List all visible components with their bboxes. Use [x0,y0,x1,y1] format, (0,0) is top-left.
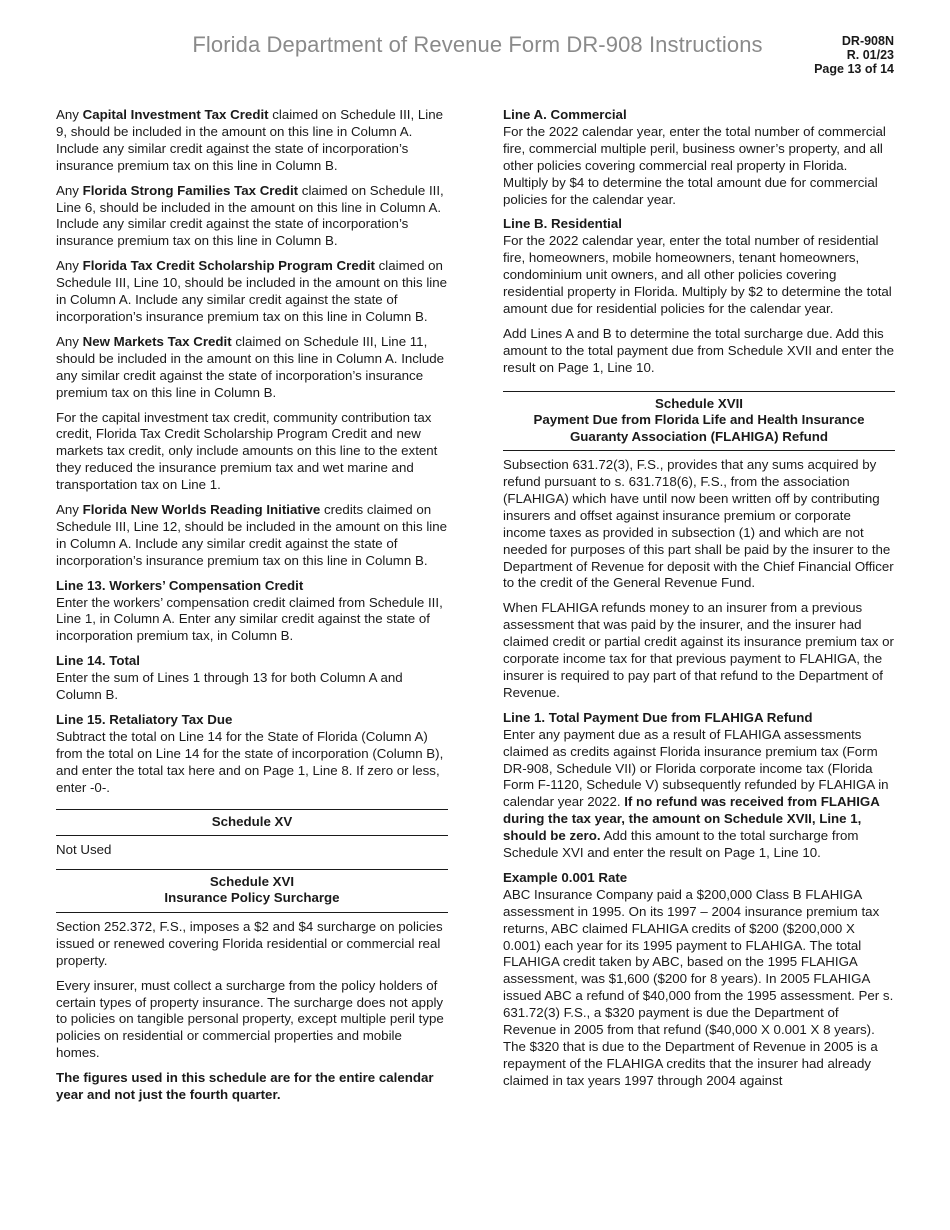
paragraph-new-worlds-reading: Any Florida New Worlds Reading Initiative credits claimed on Schedule III, Line 12, should be included in the amount on this line in Column A. Include any similar credit against the state of incorporation’s insurance premium tax on this line in Column B. [56,502,448,568]
line-a-section: Line A. Commercial For the 2022 calendar year, enter the total number of commercial fire, commercial multiple peril, business owner’s property, and all other policies covering commercial real property in Florida. Multiply by $4 to determine the total amount due for commercial policies for the calendar year. [503,107,895,208]
line-15-heading: Line 15. Retaliatory Tax Due [56,712,233,727]
line-b-heading: Line B. Residential [503,216,622,232]
schedule-xvii-paragraph-2: When FLAHIGA refunds money to an insurer from a previous assessment that was paid by the insurer, and the insurer had claimed credit or partial credit against its insurance premium tax or corporate income tax for that previous payment to FLAHIGA, the insurer is required to pay part of that refund to the Department of Revenue. [503,600,894,700]
example-section: Example 0.001 Rate ABC Insurance Company paid a $200,000 Class B FLAHIGA assessment in 1995. On its 1997 – 2004 insurance premium tax returns, ABC claimed FLAHIGA credits of $200 ($200,000 X 0.001) each year for its 1995 payment to FLAHIGA. The total FLAHIGA credit taken by ABC, based on the 1995 FLAHIGA assessment, was $1,600 ($200 for 8 years). In 2005 FLAHIGA issued ABC a refund of $40,000 from the 1995 assessment. Per s. 631.72(3) F.S., a $320 payment is due the Department of Revenue in 2005 from that refund ($40,000 X 0.001 X 8 years). The $320 that is due to the Department of Revenue in 2005 is a repayment of the FLAHIGA credits that the insurer had already claimed in tax years 1997 through 2004 against [503,869,894,1088]
line-13-section: Line 13. Workers’ Compensation Credit Enter the workers’ compensation credit claimed from Schedule III, Line 1, in Column A. Enter any similar credit against the state of incorporation premium tax, in Column B. [56,578,448,646]
left-column [56,107,448,1112]
line-15-section: Line 15. Retaliatory Tax Due Subtract the total on Line 14 for the State of Florida (Column A) from the total on Line 14 for the state of incorporation (Column B), and enter the total tax here and on Page 1, Line 8. If zero or less, enter -0-. [56,712,448,797]
line-14-heading: Line 14. Total [56,653,140,669]
schedule-xvi-paragraph-1: Section 252.372, F.S., imposes a $2 and $4 surcharge on policies issued or renewed covering Florida residential or commercial real property. [56,918,443,968]
schedule-xvii-paragraph-1: Subsection 631.72(3), F.S., provides that any sums acquired by refund pursuant to s. 631.718(6), F.S., from the association (FLAHIGA) which have until now been written off by contributing insurers and offset against insurance premium or corporate income taxes as provided in subsection (1) and which are not needed for purposes of this part shall be paid by the insurer to the Department of Revenue for deposit with the Chief Financial Officer to the credit of the General Revenue Fund. [503,457,894,591]
form-number: DR-908N [841,34,894,48]
line-1-heading: Line 1. Total Payment Due from FLAHIGA Refund [503,709,813,725]
line-b-section: Line B. Residential For the 2022 calendar year, enter the total number of residential fire, homeowners, mobile homeowners, tenant homeowners, condominium unit owners, and all other policies covering residential property in Florida. Multiply by $2 to determine the total amount due for residential policies for the calendar year. [503,216,895,317]
page-number: Page 13 of 14 [814,62,894,76]
schedule-xv-body: Not Used [56,842,112,858]
form-identifier [814,34,894,76]
example-heading: Example 0.001 Rate [503,869,628,885]
schedule-xvi-paragraph-2: Every insurer, must collect a surcharge from the policy holders of certain types of property insurance. The surcharge does not apply to policies on tangible personal property, except multiple peril type policies on residential or commercial properties and mobile homes. [56,977,444,1061]
line-13-heading: Line 13. Workers’ Compensation Credit [56,577,304,593]
schedule-xvi-paragraph-3: The figures used in this schedule are for the entire calendar year and not just the fourth quarter. [56,1070,434,1103]
line-14-section: Line 14. Total Enter the sum of Lines 1 through 13 for both Column A and Column B. [56,653,448,704]
line-1-section: Line 1. Total Payment Due from FLAHIGA Refund Enter any payment due as a result of FLAHIGA assessments claimed as credits against Florida insurance premium tax (Form DR-908, Schedule VII) or Florida corporate income tax (Florida Form F-1120, Schedule V) subsequently refunded by FLAHIGA in calendar year 2022. If no refund was received from FLAHIGA during the tax year, the amount on Schedule XVII, Line 1, should be zero. Add this amount to the total surcharge from Schedule XVI and enter the result on Page 1, Line 10. [503,710,895,862]
paragraph-credits-extent: For the capital investment tax credit, community contribution tax credit, Florida Tax Credit Scholarship Program Credit and new markets tax credit, only include amounts on this line to the extent they reduced the insurance premium tax and wet marine and transportation tax on Line 1. [56,409,438,493]
paragraph-capital-investment: Any Capital Investment Tax Credit claimed on Schedule III, Line 9, should be included in the amount on this line in Column A. Include any similar credit against the state of incorporation’s insurance premium tax on this line in Column B. [56,107,444,173]
schedule-xvi-heading: Schedule XVI Insurance Policy Surcharge [56,869,448,913]
schedule-xv-heading: Schedule XV [56,809,448,837]
add-lines-paragraph: Add Lines A and B to determine the total surcharge due. Add this amount to the total payment due from Schedule XVII and enter the result on Page 1, Line 10. [503,325,895,375]
right-column [503,107,895,1098]
schedule-xvii-heading: Schedule XVII Payment Due from Florida Life and Health Insurance Guaranty Association (FLAHIGA) Refund [503,391,895,452]
page-title: Florida Department of Revenue Form DR-908 Instructions [192,32,763,57]
paragraph-new-markets: Any New Markets Tax Credit claimed on Schedule III, Line 11, should be included in the amount on this line in Column A. Include any similar credit against the state of incorporation’s insurance premium tax on this line in Column B. [56,333,445,400]
paragraph-strong-families: Any Florida Strong Families Tax Credit claimed on Schedule III, Line 6, should be included in the amount on this line in Column A. Include any similar credit against the state of incorporation’s insurance premium tax on this line in Column B. [56,182,444,249]
line-a-heading: Line A. Commercial [503,107,627,122]
form-revision: R. 01/23 [846,48,894,62]
paragraph-scholarship-credit: Any Florida Tax Credit Scholarship Program Credit claimed on Schedule III, Line 10, should be included in the amount on this line in Column A. Include any similar credit against the state of incorporation’s insurance premium tax on this line in Column B. [56,258,448,324]
